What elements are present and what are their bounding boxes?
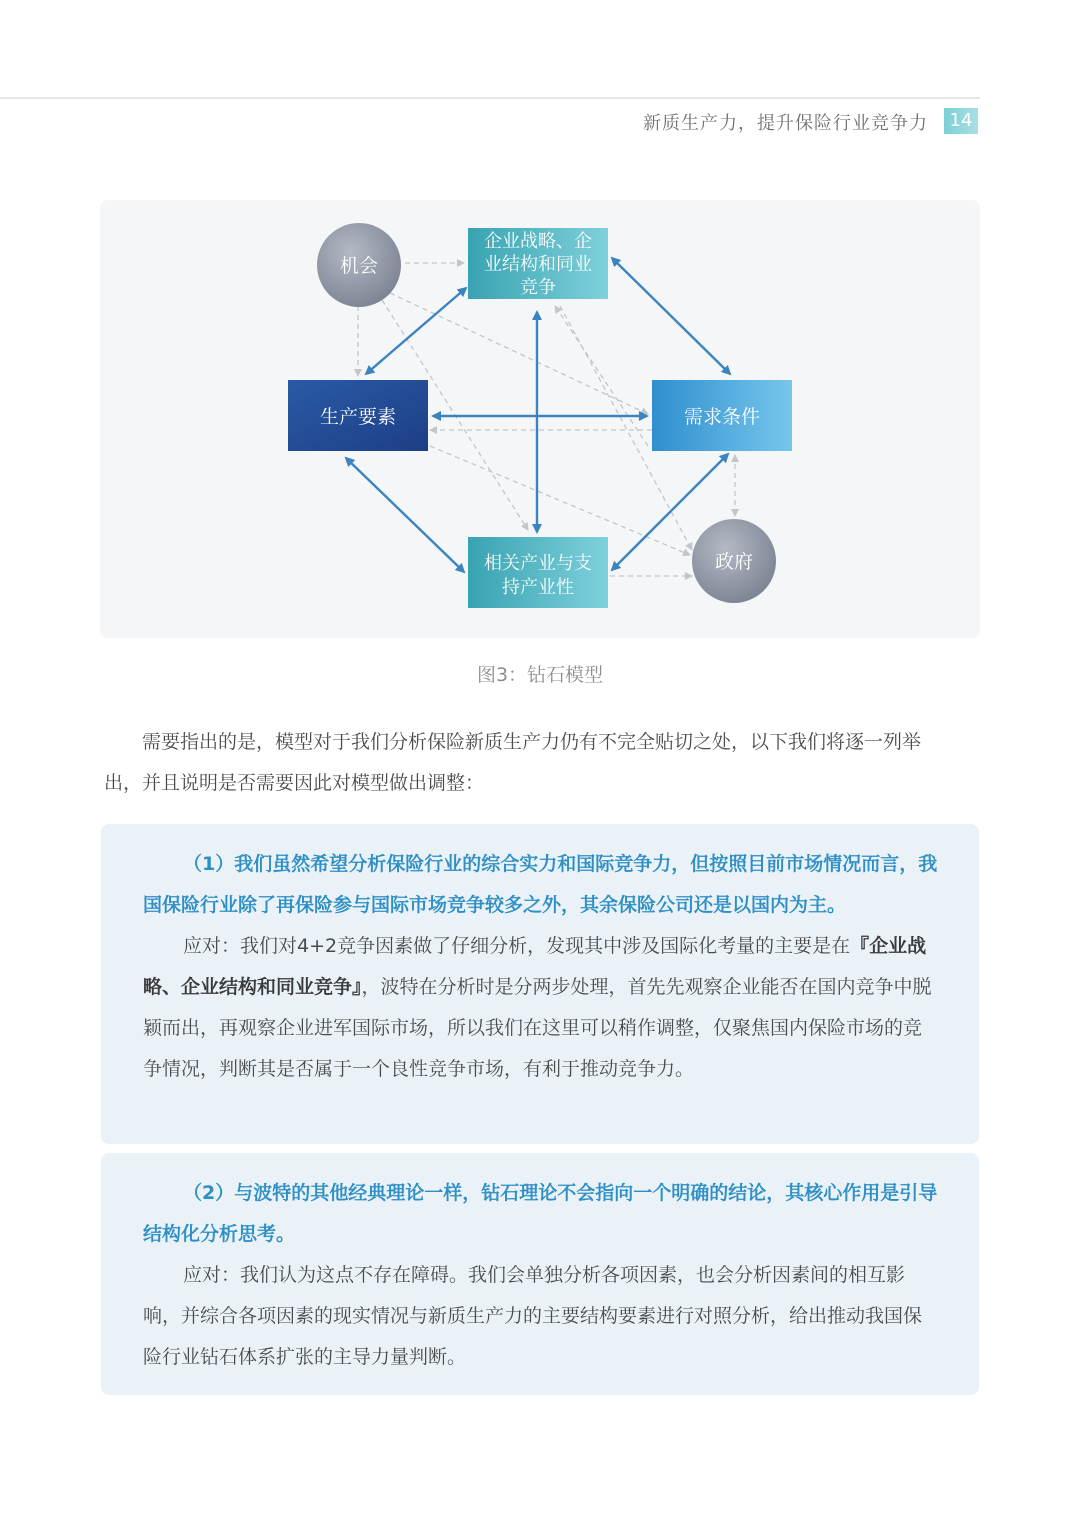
node-related-industries	[468, 537, 608, 608]
intro-paragraph	[104, 722, 982, 804]
point-1-emphasis: 『企业战略、企业结构和同业竞争』	[143, 935, 927, 998]
svg-text:持产业性: 持产业性	[502, 577, 574, 598]
node-factor-conditions	[288, 380, 428, 451]
svg-text:企业战略、企: 企业战略、企	[484, 231, 592, 252]
figure-panel	[100, 200, 980, 638]
point-2-box	[101, 1153, 979, 1395]
node-demand-conditions	[652, 380, 792, 451]
intro-line-1: 需要指出的是，模型对于我们分析保险新质生产力仍有不完全贴切之处，以下我们将逐一列举	[142, 731, 922, 753]
svg-text:政府: 政府	[714, 551, 754, 573]
point-1-box	[101, 824, 979, 1144]
svg-text:业结构和同业: 业结构和同业	[484, 254, 592, 275]
node-opportunity	[317, 223, 401, 307]
figure-caption: 图3：钻石模型	[476, 664, 604, 686]
svg-text:机会: 机会	[339, 255, 379, 277]
running-header-title: 新质生产力，提升保险行业竞争力	[643, 113, 928, 134]
point-1-response: 应对：我们对4+2竞争因素做了仔细分析，发现其中涉及国际化考量的主要是在『企业战略、企业结构和同业竞争』，波特在分析时是分两步处理，首先先观察企业能否在国内竞争中脱颖而出，再观察企业进军国际市场，所以我们在这里可以稍作调整，仅聚焦国内保险市场的竞争情况，判断其是否属于一个良性竞争市场，有利于推动竞争力。	[143, 935, 932, 1080]
node-firm-strategy	[468, 228, 608, 299]
svg-text:需求条件: 需求条件	[683, 406, 761, 428]
svg-text:生产要素: 生产要素	[319, 406, 397, 428]
intro-line-2: 出，并且说明是否需要因此对模型做出调整：	[104, 772, 485, 794]
point-1-heading: （1）我们虽然希望分析保险行业的综合实力和国际竞争力，但按照目前市场情况而言，我国保险行业除了再保险参与国际市场竞争较多之外，其余保险公司还是以国内为主。	[143, 853, 938, 916]
page-number-badge: 14	[944, 108, 978, 134]
svg-text:相关产业与支: 相关产业与支	[484, 553, 592, 574]
point-2-heading: （2）与波特的其他经典理论一样，钻石理论不会指向一个明确的结论，其核心作用是引导结构化分析思考。	[143, 1182, 938, 1245]
node-government	[692, 519, 776, 603]
svg-text:竞争: 竞争	[520, 277, 556, 298]
point-2-response: 应对：我们认为这点不存在障碍。我们会单独分析各项因素，也会分析因素间的相互影响，并综合各项因素的现实情况与新质生产力的主要结构要素进行对照分析，给出推动我国保险行业钻石体系扩张的主导力量判断。	[143, 1264, 923, 1368]
header-rule	[0, 97, 980, 99]
diamond-model-diagram	[100, 200, 980, 638]
